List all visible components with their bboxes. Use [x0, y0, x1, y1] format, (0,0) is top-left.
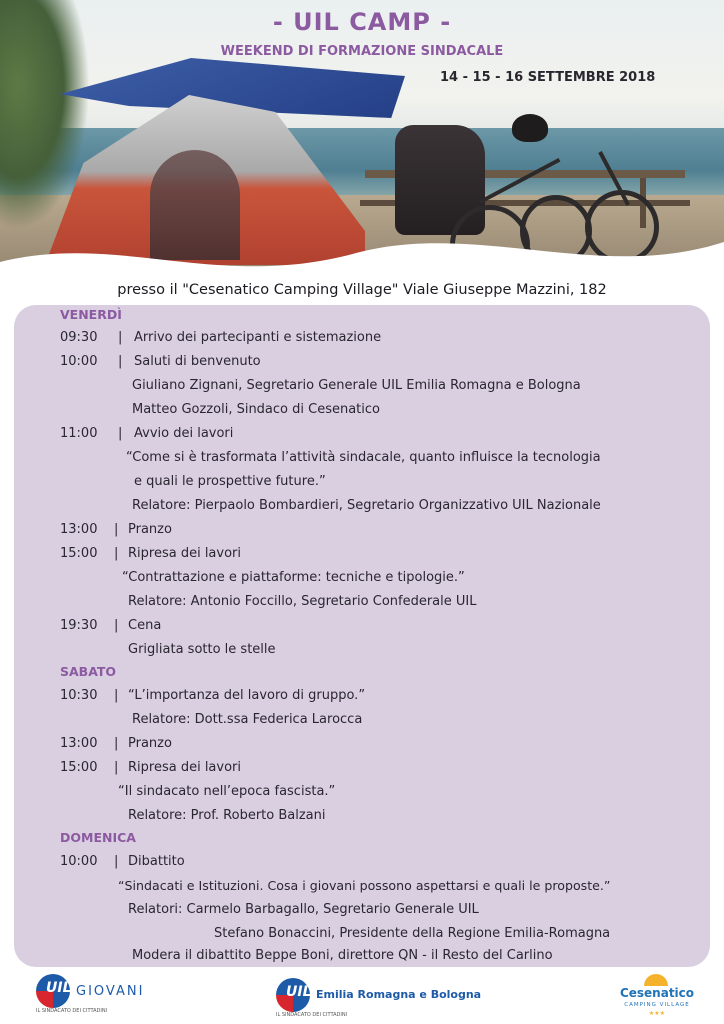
agenda-speaker: Relatore: Antonio Foccillo, Segretario Confederale UIL: [128, 594, 477, 609]
camping-village-wordmark: CAMPING VILLAGE: [624, 1002, 690, 1008]
logo-tagline: IL SINDACATO DEI CITTADINI: [36, 1008, 108, 1014]
agenda-quote: “Il sindacato nell’epoca fascista.”: [118, 784, 336, 799]
cesenatico-wordmark: Cesenatico: [619, 986, 695, 1000]
agenda-speaker: Relatore: Prof. Roberto Balzani: [128, 808, 326, 823]
separator: |: [114, 736, 119, 751]
agenda-item: Arrivo dei partecipanti e sistemazione: [134, 330, 382, 345]
separator: |: [114, 854, 119, 869]
day-heading-domenica: DOMENICA: [60, 830, 136, 845]
separator: |: [118, 354, 123, 369]
time-label: 11:00: [60, 426, 98, 441]
day-heading-sabato: SABATO: [60, 664, 117, 679]
cesenatico-camping-logo: [612, 972, 702, 1020]
agenda-item: Avvio dei lavori: [134, 426, 234, 441]
agenda-item: Dibattito: [128, 854, 185, 869]
agenda-detail: Grigliata sotto le stelle: [128, 642, 276, 657]
separator: |: [114, 760, 119, 775]
time-label: 10:30: [60, 688, 98, 703]
uil-wordmark: UIL: [46, 980, 72, 996]
agenda-item: Ripresa dei lavori: [128, 546, 242, 561]
time-label: 10:00: [60, 854, 98, 869]
separator: |: [118, 426, 123, 441]
agenda-speaker: Relatore: Pierpaolo Bombardieri, Segretario Organizzativo UIL Nazionale: [132, 498, 601, 513]
time-label: 19:30: [60, 618, 98, 633]
time-label: 09:30: [60, 330, 98, 345]
agenda-quote: “Sindacati e Istituzioni. Cosa i giovani possono aspettarsi e quali le proposte.”: [118, 878, 611, 893]
agenda-speaker: Relatore: Dott.ssa Federica Larocca: [132, 712, 363, 727]
agenda-item: Pranzo: [128, 736, 172, 751]
region-wordmark: Emilia Romagna e Bologna: [316, 988, 482, 1001]
agenda-quote: “Come si è trasformata l’attività sindacale, quanto influisce la tecnologia: [126, 450, 601, 465]
separator: |: [118, 330, 123, 345]
separator: |: [114, 546, 119, 561]
uil-emilia-romagna-logo: [276, 974, 482, 1018]
agenda-detail: Matteo Gozzoli, Sindaco di Cesenatico: [132, 402, 380, 417]
uil-giovani-logo: [36, 970, 146, 1016]
agenda-moderator: Modera il dibattito Beppe Boni, direttore QN - il Resto del Carlino: [132, 948, 553, 963]
separator: |: [114, 522, 119, 537]
time-label: 13:00: [60, 736, 98, 751]
time-label: 13:00: [60, 522, 98, 537]
day-heading-venerdi: VENERDÌ: [60, 307, 122, 322]
wave-divider: [0, 222, 724, 285]
agenda-item: Pranzo: [128, 522, 172, 537]
agenda-detail: Giuliano Zignani, Segretario Generale UIL Emilia Romagna e Bologna: [132, 378, 581, 393]
agenda-item: Cena: [128, 618, 162, 633]
sun-icon: [644, 974, 668, 986]
hero-photo: [0, 0, 724, 285]
separator: |: [114, 618, 119, 633]
agenda-speaker: Relatori: Carmelo Barbagallo, Segretario Generale UIL: [128, 902, 479, 917]
agenda-item: Ripresa dei lavori: [128, 760, 242, 775]
stars-rating: ★★★: [648, 1010, 666, 1017]
logo-tagline: IL SINDACATO DEI CITTADINI: [276, 1012, 348, 1018]
time-label: 15:00: [60, 760, 98, 775]
event-venue: presso il "Cesenatico Camping Village" Viale Giuseppe Mazzini, 182: [117, 282, 607, 298]
uil-wordmark: UIL: [286, 984, 312, 1000]
time-label: 15:00: [60, 546, 98, 561]
event-dates: 14 - 15 - 16 SETTEMBRE 2018: [440, 70, 656, 85]
page-subtitle: WEEKEND DI FORMAZIONE SINDACALE: [220, 44, 504, 59]
agenda-item: Saluti di benvenuto: [134, 354, 261, 369]
agenda-quote: e quali le prospettive future.”: [134, 474, 326, 489]
time-label: 10:00: [60, 354, 98, 369]
agenda-quote: “Contrattazione e piattaforme: tecniche e tipologie.”: [122, 570, 465, 585]
page-title: - UIL CAMP -: [272, 8, 452, 36]
giovani-wordmark: GIOVANI: [76, 984, 145, 999]
separator: |: [114, 688, 119, 703]
program-panel: [14, 305, 710, 967]
agenda-speaker: Stefano Bonaccini, Presidente della Regione Emilia-Romagna: [214, 926, 611, 941]
agenda-quote: “L’importanza del lavoro di gruppo.”: [128, 688, 366, 703]
bike-helmet: [512, 114, 548, 142]
